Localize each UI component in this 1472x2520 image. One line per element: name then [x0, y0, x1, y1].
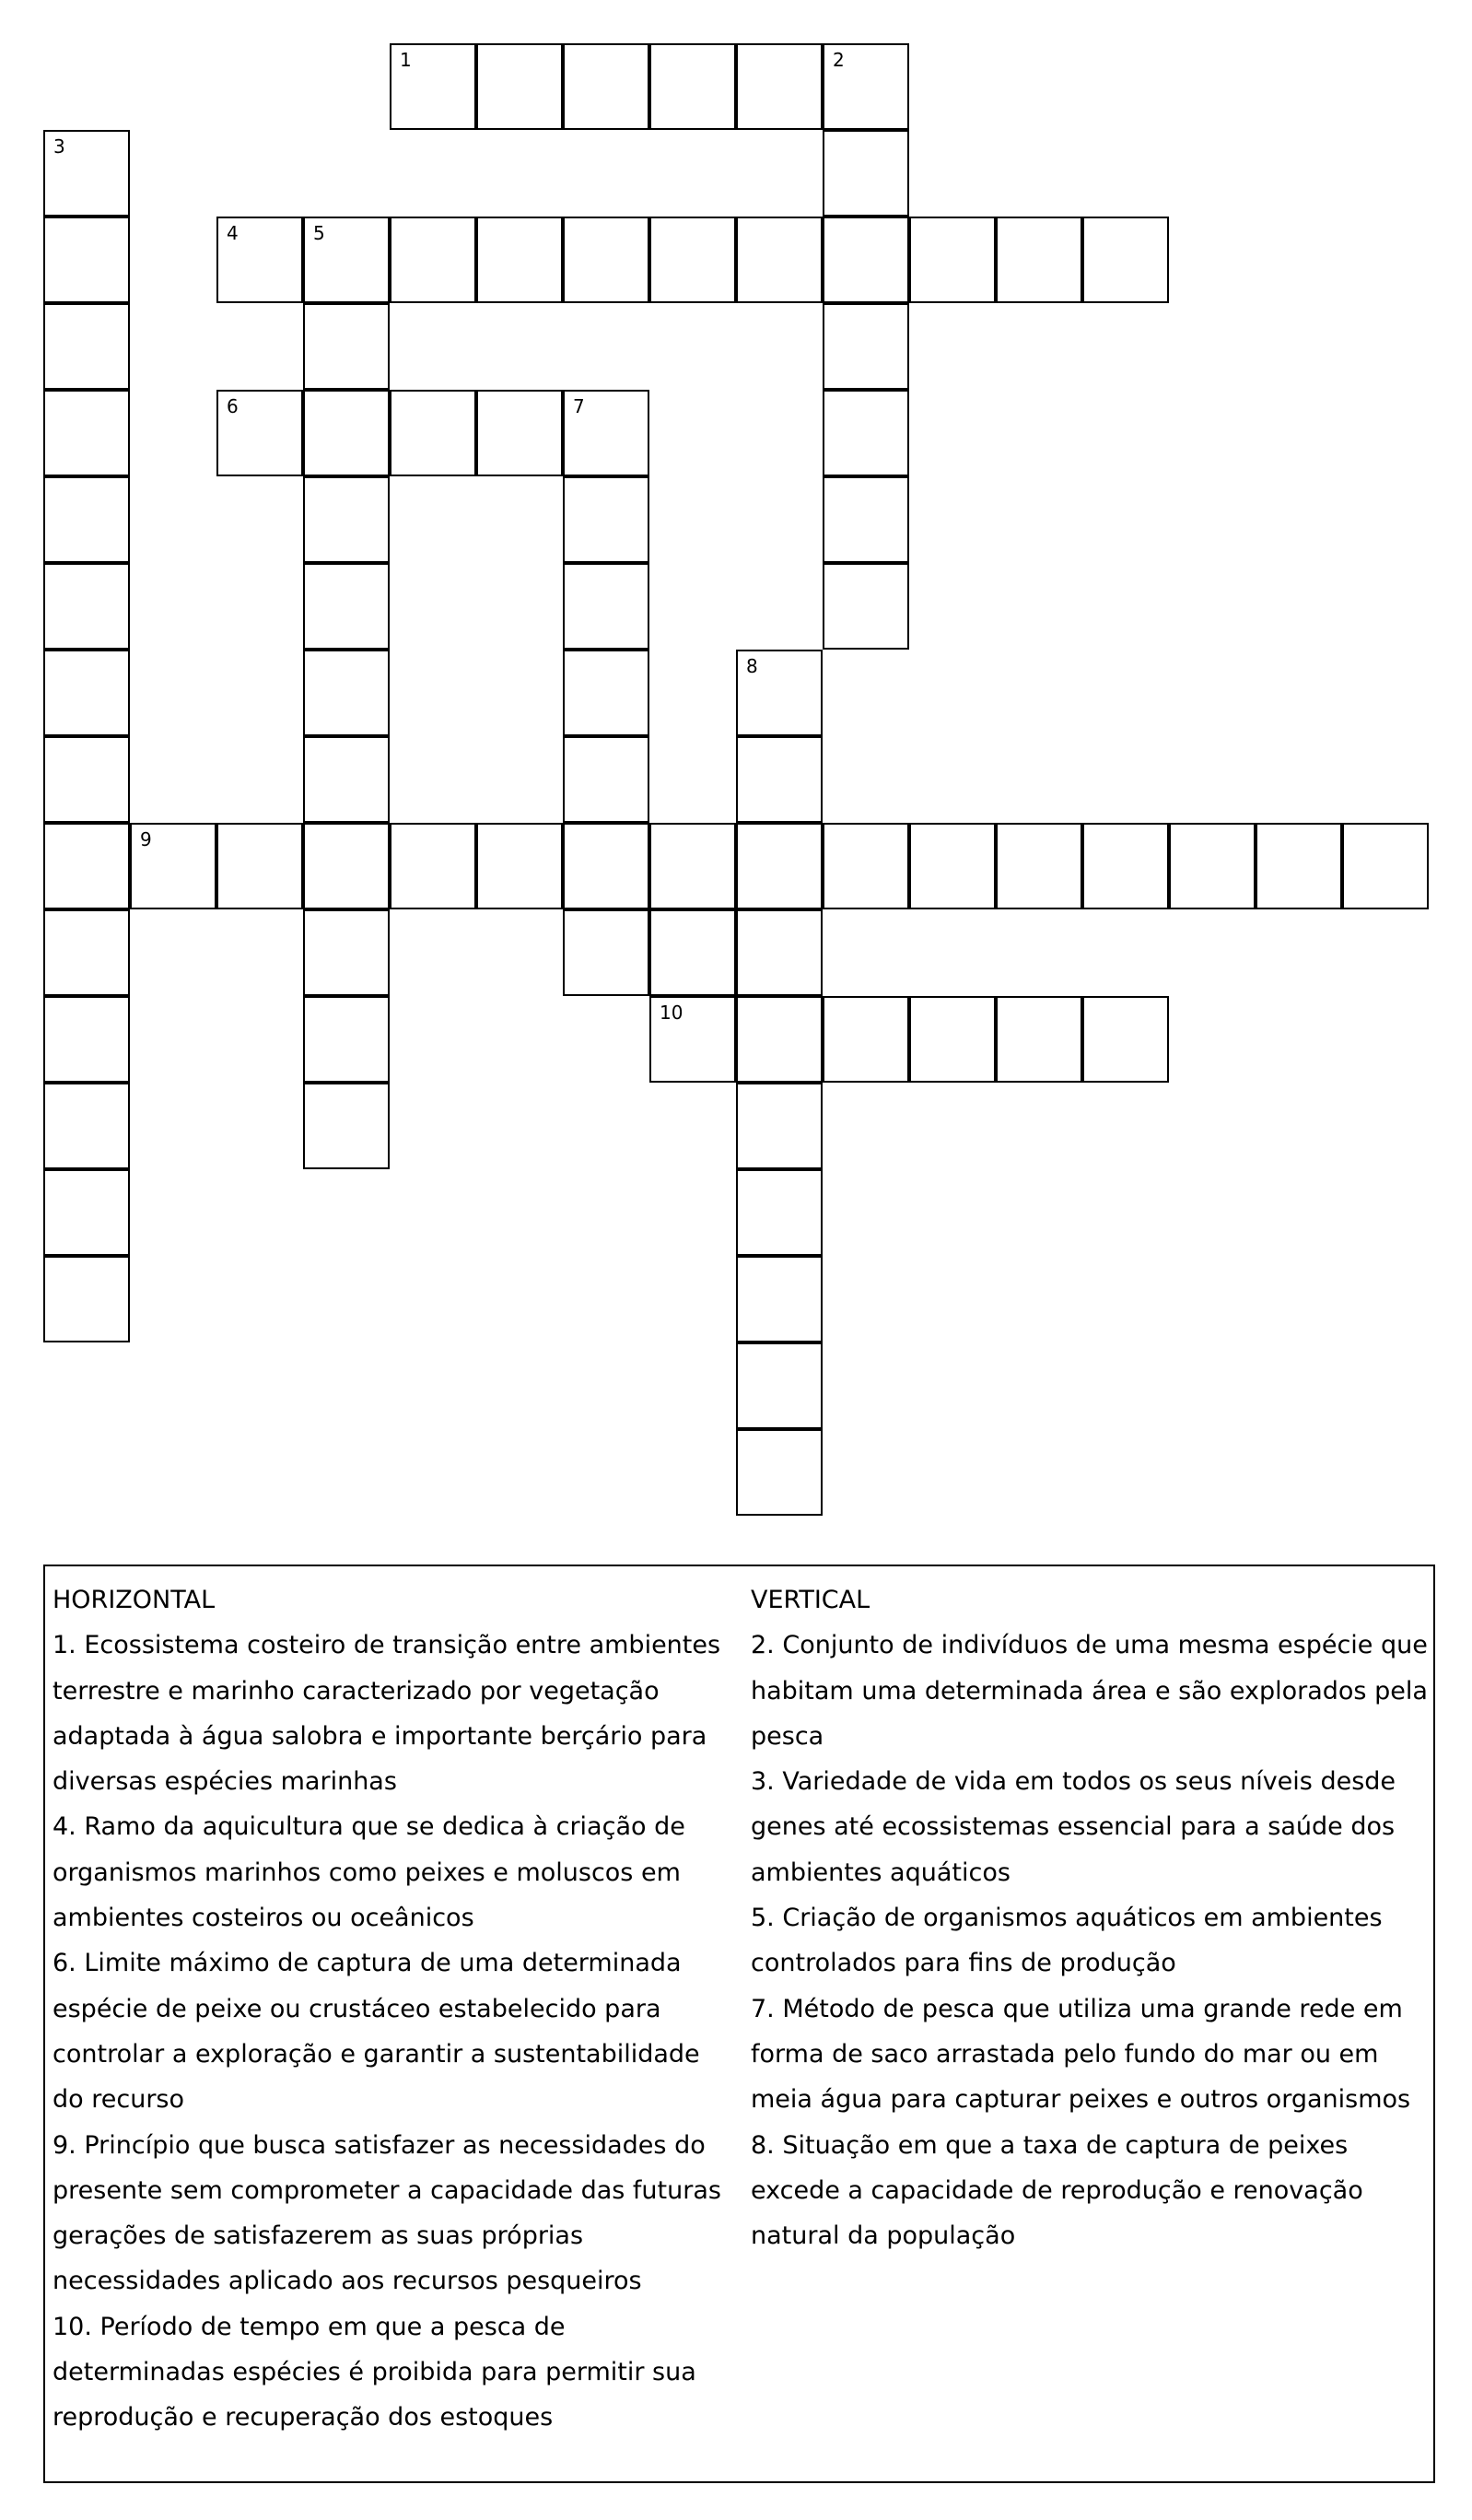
horizontal-clue-6: 6. Limite máximo de captura de uma determinada espécie de peixe ou crustáceo estabelecido para controlar a exploração e garantir a sustentabilidade do recurso [53, 1949, 700, 2115]
grid-cell-numbered[interactable] [823, 43, 909, 130]
grid-cell[interactable] [736, 43, 823, 130]
grid-cell[interactable] [1256, 823, 1342, 909]
grid-cell[interactable] [303, 909, 390, 996]
grid-cell[interactable] [563, 476, 649, 563]
grid-cell[interactable] [1169, 823, 1256, 909]
grid-cell[interactable] [909, 996, 996, 1083]
grid-cell[interactable] [823, 476, 909, 563]
grid-cell[interactable] [390, 823, 476, 909]
grid-cell[interactable] [823, 996, 909, 1083]
grid-cell[interactable] [823, 303, 909, 390]
grid-cell[interactable] [563, 43, 649, 130]
grid-cell[interactable] [43, 1169, 130, 1256]
clue-number: 2 [833, 49, 845, 71]
grid-cell[interactable] [649, 823, 736, 909]
grid-cell[interactable] [390, 217, 476, 303]
grid-cell[interactable] [736, 217, 823, 303]
grid-cell[interactable] [736, 909, 823, 996]
grid-cell-numbered[interactable] [736, 650, 823, 736]
grid-cell[interactable] [736, 1256, 823, 1342]
grid-cell[interactable] [736, 823, 823, 909]
grid-cell-numbered[interactable] [649, 996, 736, 1083]
grid-cell-numbered[interactable] [563, 390, 649, 476]
grid-cell[interactable] [996, 217, 1082, 303]
grid-cell[interactable] [563, 823, 649, 909]
grid-cell[interactable] [303, 650, 390, 736]
grid-cell[interactable] [303, 1083, 390, 1169]
grid-cell[interactable] [43, 390, 130, 476]
grid-cell[interactable] [563, 736, 649, 823]
vertical-clue-8: 8. Situação em que a taxa de captura de peixes excede a capacidade de reprodução e renovação natural da população [751, 2130, 1363, 2251]
grid-cell[interactable] [303, 736, 390, 823]
horizontal-clue-1: 1. Ecossistema costeiro de transição entre ambientes terrestre e marinho caracterizado por vegetação adaptada à água salobra e importante berçário para diversas espécies marinhas [53, 1631, 721, 1797]
grid-cell[interactable] [43, 996, 130, 1083]
grid-cell[interactable] [996, 823, 1082, 909]
grid-cell[interactable] [476, 823, 563, 909]
grid-cell[interactable] [823, 390, 909, 476]
clue-number: 5 [313, 222, 325, 244]
grid-cell[interactable] [1082, 217, 1169, 303]
grid-cell[interactable] [736, 736, 823, 823]
clue-box [43, 1565, 1435, 2483]
grid-cell[interactable] [390, 390, 476, 476]
grid-cell[interactable] [909, 217, 996, 303]
vertical-clue-2: 2. Conjunto de indivíduos de uma mesma espécie que habitam uma determinada área e são explorados pela pesca [751, 1631, 1428, 1751]
clue-number: 6 [227, 395, 239, 417]
grid-cell[interactable] [303, 563, 390, 650]
grid-cell[interactable] [563, 217, 649, 303]
grid-cell[interactable] [1082, 996, 1169, 1083]
vertical-clue-3: 3. Variedade de vida em todos os seus níveis desde genes até ecossistemas essencial para a saúde dos ambientes aquáticos [751, 1767, 1396, 1887]
grid-cell[interactable] [909, 823, 996, 909]
grid-cell[interactable] [43, 476, 130, 563]
clue-number: 4 [227, 222, 239, 244]
vertical-clue-7: 7. Método de pesca que utiliza uma grande rede em forma de saco arrastada pelo fundo do mar ou em meia água para capturar peixes e outros organismos [751, 1994, 1411, 2115]
grid-cell[interactable] [43, 909, 130, 996]
grid-cell[interactable] [1342, 823, 1429, 909]
clue-number: 3 [53, 135, 65, 158]
grid-cell[interactable] [649, 909, 736, 996]
horizontal-clue-9: 9. Princípio que busca satisfazer as necessidades do presente sem comprometer a capacidade das futuras gerações de satisfazerem as suas próprias necessidades aplicado aos recursos pesqueiros [53, 2130, 721, 2296]
grid-cell[interactable] [563, 909, 649, 996]
clue-number: 1 [400, 49, 412, 71]
vertical-clues [751, 1577, 1428, 2258]
grid-cell-numbered[interactable] [303, 217, 390, 303]
vertical-clue-5: 5. Criação de organismos aquáticos em ambientes controlados para fins de produção [751, 1904, 1383, 1978]
grid-cell[interactable] [736, 1429, 823, 1516]
grid-cell[interactable] [43, 563, 130, 650]
grid-cell[interactable] [43, 823, 130, 909]
grid-cell[interactable] [476, 390, 563, 476]
grid-cell[interactable] [43, 303, 130, 390]
vertical-heading: VERTICAL [751, 1586, 870, 1614]
grid-cell-numbered[interactable] [390, 43, 476, 130]
grid-cell[interactable] [303, 823, 390, 909]
grid-cell[interactable] [649, 217, 736, 303]
grid-cell[interactable] [43, 650, 130, 736]
grid-cell[interactable] [563, 650, 649, 736]
clue-number: 10 [660, 1002, 683, 1024]
grid-cell[interactable] [476, 217, 563, 303]
grid-cell-numbered[interactable] [130, 823, 216, 909]
grid-cell[interactable] [649, 43, 736, 130]
grid-cell[interactable] [216, 823, 303, 909]
grid-cell[interactable] [736, 1169, 823, 1256]
grid-cell[interactable] [303, 303, 390, 390]
grid-cell[interactable] [823, 823, 909, 909]
clue-number: 7 [573, 395, 585, 417]
grid-cell-numbered[interactable] [216, 390, 303, 476]
grid-cell[interactable] [303, 390, 390, 476]
grid-cell[interactable] [303, 996, 390, 1083]
grid-cell[interactable] [1082, 823, 1169, 909]
grid-cell[interactable] [563, 563, 649, 650]
grid-cell-numbered[interactable] [216, 217, 303, 303]
grid-cell[interactable] [996, 996, 1082, 1083]
grid-cell[interactable] [43, 736, 130, 823]
grid-cell[interactable] [823, 217, 909, 303]
clue-number: 9 [140, 828, 152, 850]
horizontal-heading: HORIZONTAL [53, 1586, 216, 1614]
grid-cell[interactable] [43, 217, 130, 303]
grid-cell[interactable] [736, 996, 823, 1083]
clue-number: 8 [746, 655, 758, 677]
grid-cell-numbered[interactable] [43, 130, 130, 217]
grid-cell[interactable] [823, 130, 909, 217]
grid-cell[interactable] [303, 476, 390, 563]
horizontal-clue-4: 4. Ramo da aquicultura que se dedica à criação de organismos marinhos como peixes e moluscos em ambientes costeiros ou oceânicos [53, 1812, 685, 1933]
grid-cell[interactable] [736, 1083, 823, 1169]
horizontal-clues [53, 1577, 734, 2441]
grid-cell[interactable] [43, 1256, 130, 1342]
grid-cell[interactable] [736, 1342, 823, 1429]
grid-cell[interactable] [43, 1083, 130, 1169]
horizontal-clue-10: 10. Período de tempo em que a pesca de determinadas espécies é proibida para permitir sua reprodução e recuperação dos estoques [53, 2312, 696, 2432]
grid-cell[interactable] [823, 563, 909, 650]
grid-cell[interactable] [476, 43, 563, 130]
